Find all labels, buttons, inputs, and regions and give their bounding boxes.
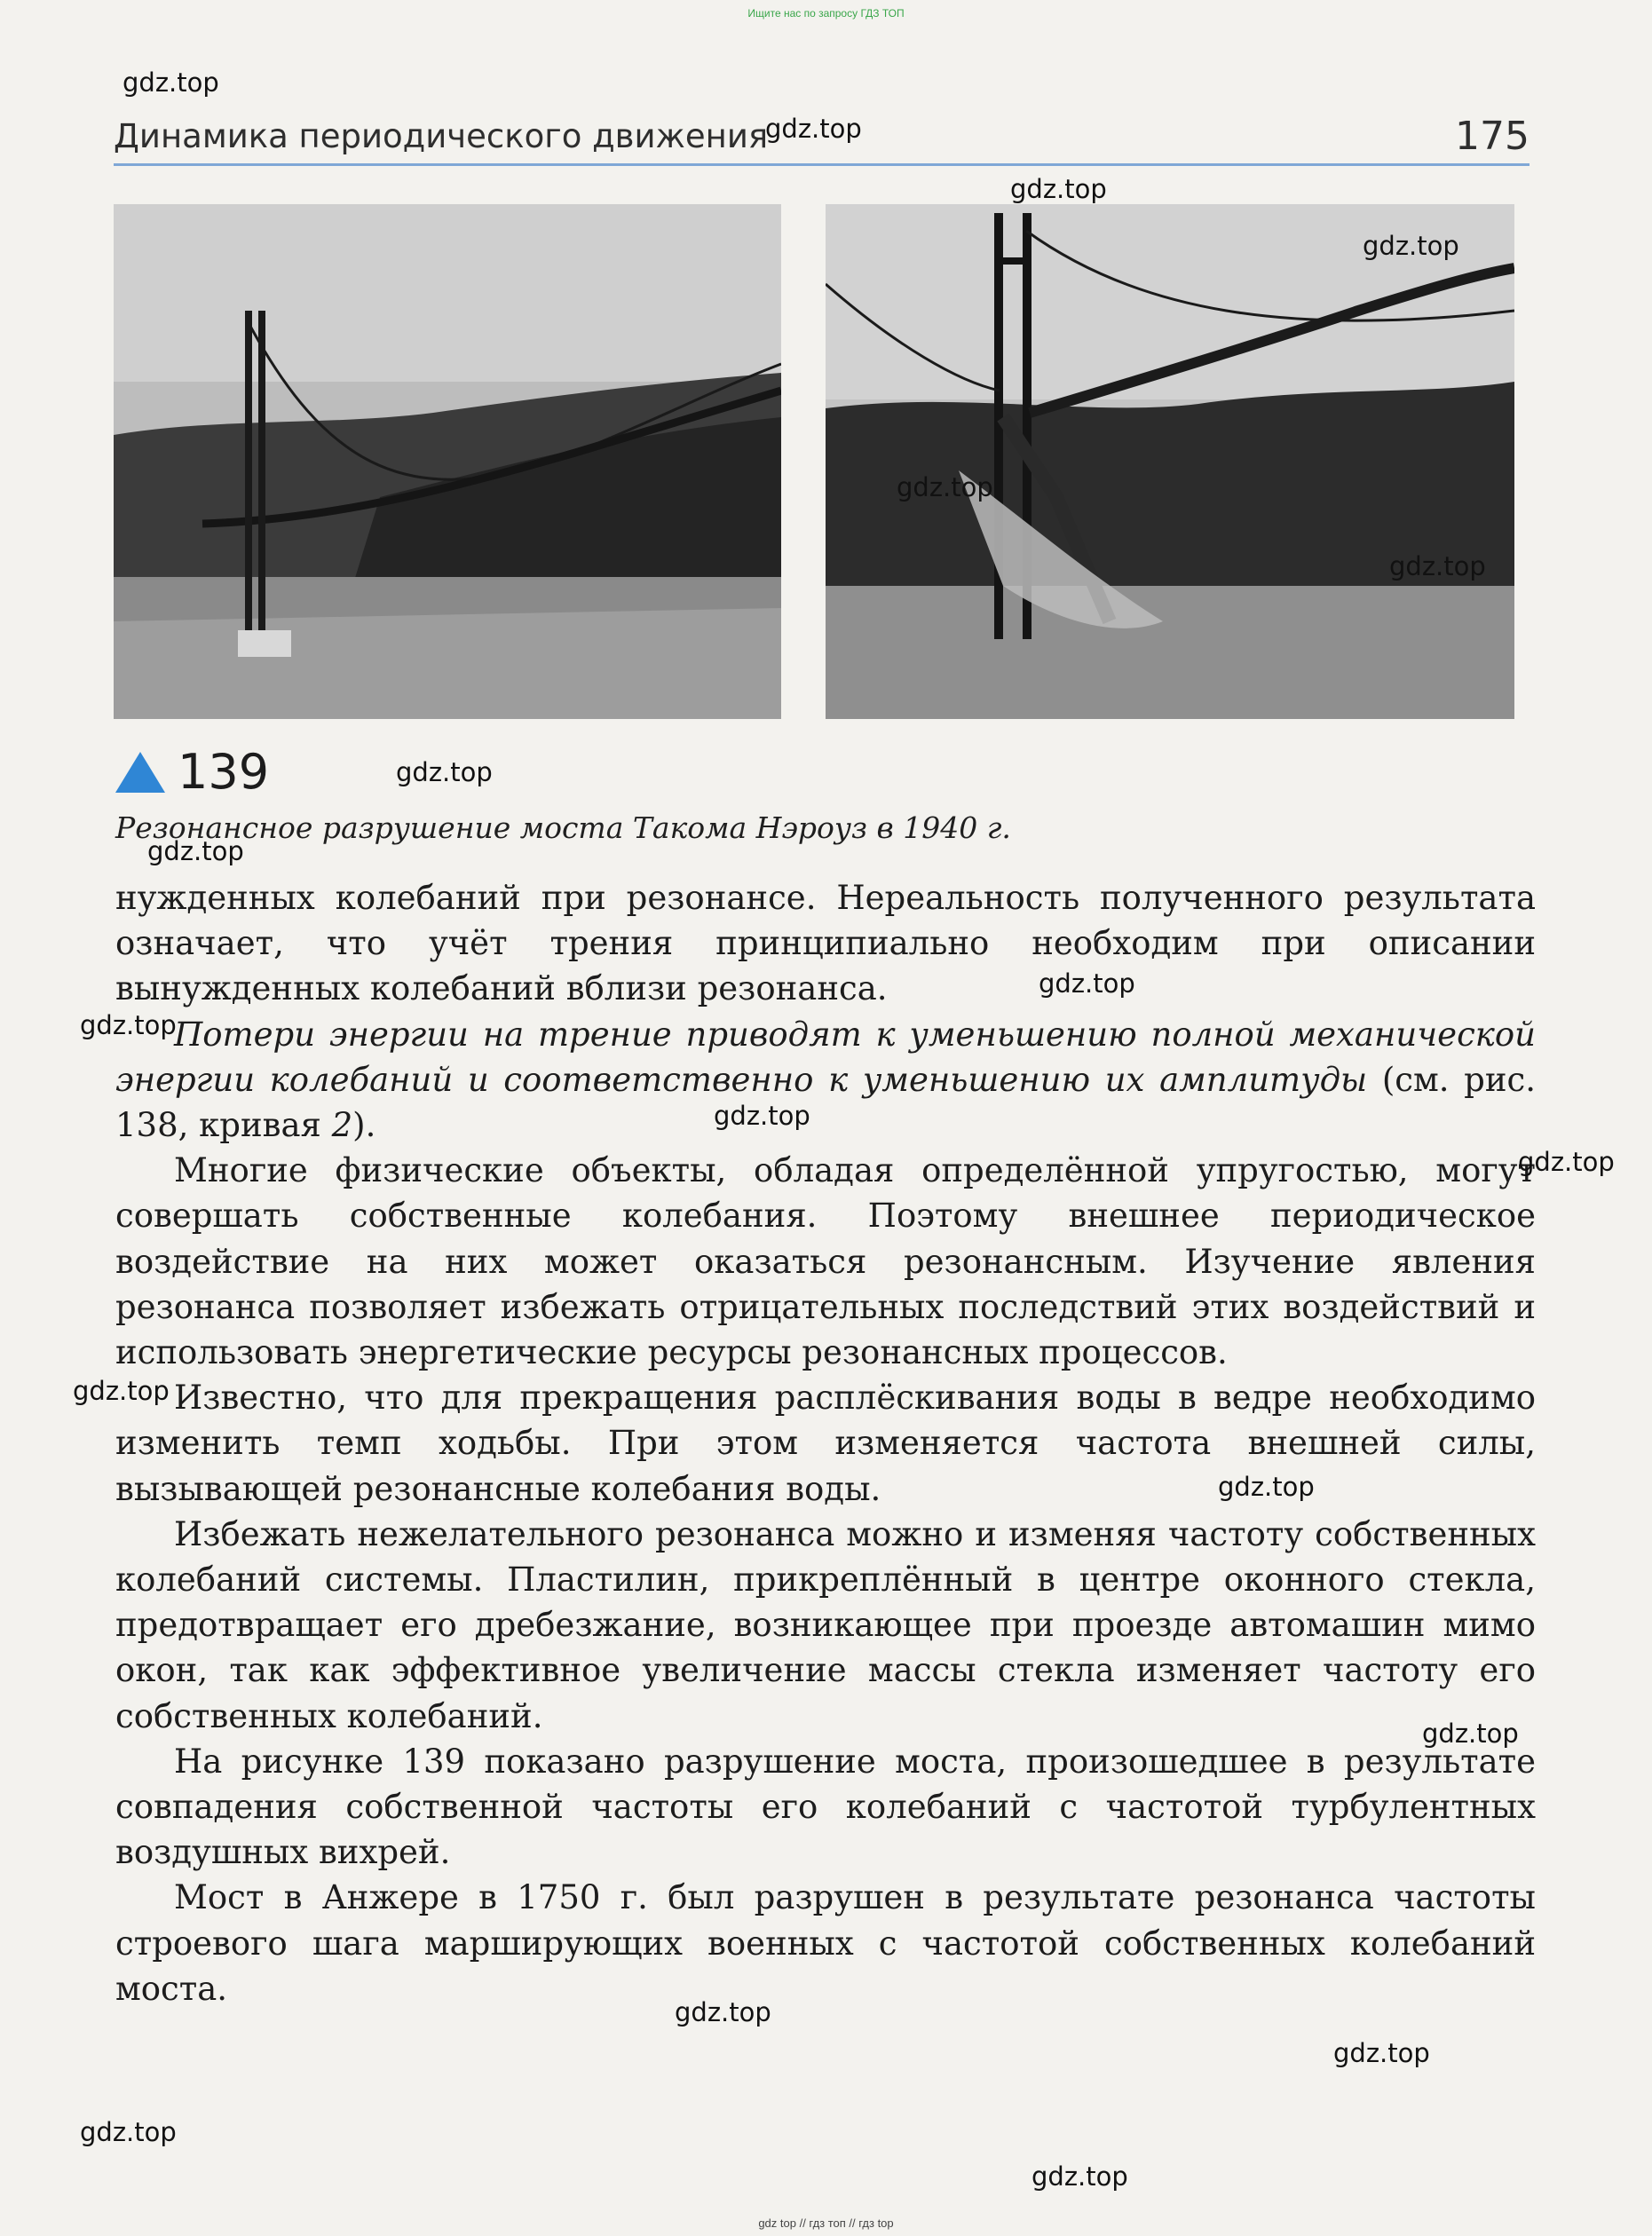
watermark: gdz.top bbox=[765, 114, 862, 144]
watermark: gdz.top bbox=[73, 1376, 170, 1406]
body-text bbox=[115, 875, 1536, 2011]
paragraph bbox=[115, 1012, 1536, 1149]
paragraph: Многие физические объекты, обладая определённой упругостью, могут совершать собственные колебания. Поэтому внешнее периодическое воздействие на них может оказаться резонансным. Изучение явления резонанса позволяет избежать отрицательных последствий этих воздействий и использовать энергетические ресурсы резонансных процессов. bbox=[115, 1151, 1536, 1372]
curve-number: 2 bbox=[331, 1106, 353, 1145]
watermark: gdz.top bbox=[1422, 1718, 1519, 1749]
watermark: gdz.top bbox=[1518, 1147, 1615, 1177]
watermark: gdz.top bbox=[1389, 551, 1486, 581]
figure-caption: Резонансное разрушение моста Такома Нэроуз в 1940 г. bbox=[115, 810, 1011, 845]
watermark: gdz.top bbox=[714, 1101, 810, 1131]
watermark: gdz.top bbox=[1218, 1472, 1315, 1502]
figure-number bbox=[115, 744, 269, 800]
bridge-intact-photo bbox=[114, 204, 781, 719]
watermark: gdz.top bbox=[147, 836, 244, 866]
paragraph: На рисунке 139 показано разрушение моста, произошедшее в результате совпадения собственной частоты его колебаний с частотой турбулентных воздушных вихрей. bbox=[115, 1742, 1536, 1872]
watermark: gdz.top bbox=[897, 472, 993, 502]
running-title: Динамика периодического движения bbox=[114, 117, 769, 155]
bridge-collapse-photo bbox=[826, 204, 1514, 719]
paragraph: Мост в Анжере в 1750 г. был разрушен в результате резонанса частоты строевого шага марширующих военных с частотой собственных колебаний моста. bbox=[115, 1878, 1536, 2008]
watermark: gdz.top bbox=[1010, 174, 1107, 204]
page-number: 175 bbox=[1455, 114, 1529, 159]
figure-number-label: 139 bbox=[178, 744, 270, 800]
paragraph: нужденных колебаний при резонансе. Нереальность полученного результата означает, что учёт трения принципиально необходим при описании вынужденных колебаний вблизи резонанса. bbox=[115, 879, 1536, 1008]
watermark: gdz.top bbox=[80, 1010, 177, 1040]
watermark: gdz.top bbox=[396, 757, 493, 787]
italic-statement: Потери энергии на трение приводят к уменьшению полной механической энергии колебаний и соответственно к уменьшению их амплитуды bbox=[115, 1015, 1536, 1099]
watermark: gdz.top bbox=[675, 1997, 771, 2027]
watermark: gdz.top bbox=[1333, 2038, 1430, 2068]
figure-reference-end: ). bbox=[352, 1106, 376, 1145]
triangle-icon bbox=[115, 752, 165, 793]
watermark: gdz.top bbox=[80, 2117, 177, 2147]
paragraph: Избежать нежелательного резонанса можно и изменяя частоту собственных колебаний системы. Пластилин, прикреплённый в центре оконного стекла, предотвращает его дребезжание, возникающее при проезде автомашин мимо окон, так как эффективное увеличение массы стекла изменяет частоту его собственных колебаний. bbox=[115, 1514, 1536, 1735]
paragraph: Известно, что для прекращения расплёскивания воды в ведре необходимо изменить темп ходьбы. При этом изменяется частота внешней силы, вызывающей резонансные колебания воды. bbox=[115, 1379, 1536, 1508]
watermark: gdz.top bbox=[123, 67, 219, 98]
top-banner: Ищите нас по запросу ГДЗ ТОП bbox=[747, 7, 905, 20]
figure-reference: (см. рис. 138, кривая bbox=[115, 1060, 1536, 1145]
watermark: gdz.top bbox=[1032, 2161, 1128, 2192]
watermark: gdz.top bbox=[1363, 231, 1459, 261]
watermark: gdz.top bbox=[1039, 968, 1135, 999]
bottom-banner: gdz top // гдз топ // гдз top bbox=[758, 2216, 894, 2230]
